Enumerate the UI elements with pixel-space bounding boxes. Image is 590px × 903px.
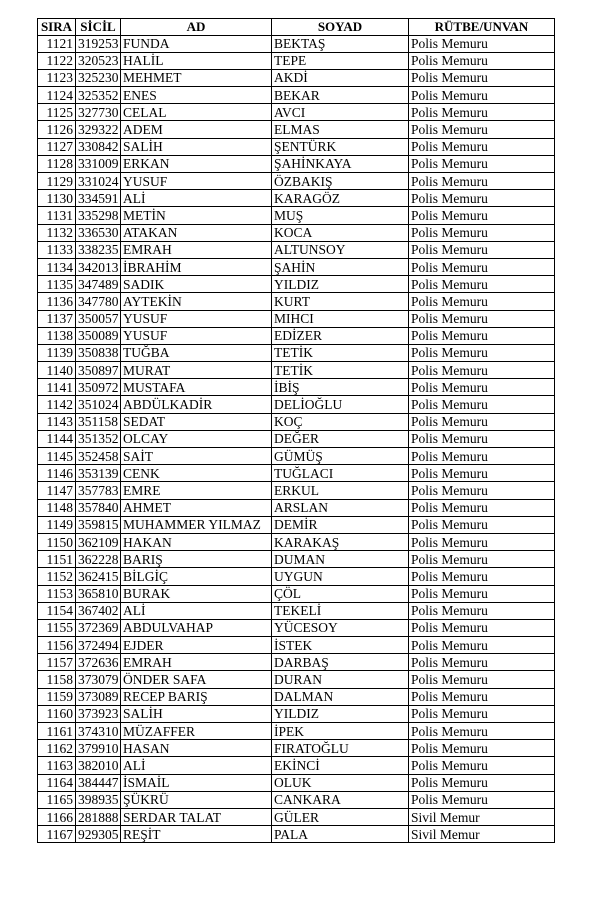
cell-soyad: UYGUN (272, 568, 409, 585)
cell-sicil: 330842 (76, 138, 121, 155)
cell-sicil: 362228 (76, 551, 121, 568)
table-row (38, 671, 555, 688)
cell-soyad: ARSLAN (272, 499, 409, 516)
cell-ad: İSMAİL (121, 774, 272, 791)
cell-ad: ALİ (121, 602, 272, 619)
cell-soyad: ŞENTÜRK (272, 138, 409, 155)
cell-sira: 1134 (38, 258, 76, 275)
cell-ad: ADEM (121, 121, 272, 138)
cell-ad: MUHAMMER YILMAZ (121, 516, 272, 533)
cell-sira: 1155 (38, 619, 76, 636)
cell-rutbe: Polis Memuru (409, 499, 555, 516)
cell-sira: 1153 (38, 585, 76, 602)
cell-sira: 1131 (38, 207, 76, 224)
cell-soyad: CANKARA (272, 791, 409, 808)
cell-ad: ERKAN (121, 155, 272, 172)
table-header (38, 19, 555, 36)
cell-soyad: ŞAHİN (272, 258, 409, 275)
cell-rutbe: Polis Memuru (409, 619, 555, 636)
table-row (38, 619, 555, 636)
cell-sicil: 350972 (76, 379, 121, 396)
cell-ad: HALİL (121, 52, 272, 69)
cell-rutbe: Polis Memuru (409, 362, 555, 379)
header-rutbe-unvan: RÜTBE/UNVAN (409, 19, 555, 36)
cell-soyad: BEKTAŞ (272, 35, 409, 52)
cell-rutbe: Polis Memuru (409, 705, 555, 722)
table-row (38, 551, 555, 568)
cell-sira: 1143 (38, 413, 76, 430)
cell-rutbe: Polis Memuru (409, 276, 555, 293)
cell-soyad: TETİK (272, 344, 409, 361)
cell-rutbe: Polis Memuru (409, 448, 555, 465)
cell-ad: ALİ (121, 757, 272, 774)
cell-soyad: YÜCESOY (272, 619, 409, 636)
cell-soyad: ÖZBAKIŞ (272, 173, 409, 190)
cell-sira: 1166 (38, 808, 76, 825)
cell-ad: EJDER (121, 637, 272, 654)
cell-ad: SADIK (121, 276, 272, 293)
cell-rutbe: Polis Memuru (409, 413, 555, 430)
table-row (38, 344, 555, 361)
table-row (38, 516, 555, 533)
cell-ad: ABDÜLKADİR (121, 396, 272, 413)
cell-sicil: 382010 (76, 757, 121, 774)
header-sira: SIRA (38, 19, 76, 36)
cell-ad: HASAN (121, 740, 272, 757)
cell-sicil: 347489 (76, 276, 121, 293)
cell-rutbe: Polis Memuru (409, 723, 555, 740)
cell-sira: 1141 (38, 379, 76, 396)
cell-rutbe: Polis Memuru (409, 121, 555, 138)
cell-sira: 1127 (38, 138, 76, 155)
cell-sira: 1125 (38, 104, 76, 121)
cell-sicil: 350838 (76, 344, 121, 361)
table-row (38, 241, 555, 258)
cell-rutbe: Polis Memuru (409, 293, 555, 310)
cell-sicil: 336530 (76, 224, 121, 241)
cell-sicil: 351158 (76, 413, 121, 430)
cell-ad: SEDAT (121, 413, 272, 430)
cell-ad: REŞİT (121, 826, 272, 843)
cell-soyad: TUĞLACI (272, 465, 409, 482)
cell-sicil: 351024 (76, 396, 121, 413)
cell-sicil: 352458 (76, 448, 121, 465)
cell-rutbe: Polis Memuru (409, 69, 555, 86)
cell-rutbe: Polis Memuru (409, 671, 555, 688)
cell-sicil: 365810 (76, 585, 121, 602)
cell-rutbe: Polis Memuru (409, 173, 555, 190)
table-row (38, 791, 555, 808)
table-row (38, 568, 555, 585)
cell-rutbe: Polis Memuru (409, 551, 555, 568)
cell-rutbe: Polis Memuru (409, 224, 555, 241)
cell-ad: ENES (121, 87, 272, 104)
cell-ad: SALİH (121, 705, 272, 722)
cell-sicil: 335298 (76, 207, 121, 224)
cell-soyad: DARBAŞ (272, 654, 409, 671)
table-row (38, 104, 555, 121)
cell-sira: 1137 (38, 310, 76, 327)
cell-rutbe: Polis Memuru (409, 774, 555, 791)
header-soyad: SOYAD (272, 19, 409, 36)
cell-ad: SAİT (121, 448, 272, 465)
cell-soyad: DEĞER (272, 430, 409, 447)
table-row (38, 602, 555, 619)
table-row (38, 654, 555, 671)
table-row (38, 585, 555, 602)
cell-sira: 1144 (38, 430, 76, 447)
cell-soyad: EKİNCİ (272, 757, 409, 774)
cell-ad: MEHMET (121, 69, 272, 86)
cell-sicil: 338235 (76, 241, 121, 258)
cell-ad: ABDULVAHAP (121, 619, 272, 636)
cell-rutbe: Polis Memuru (409, 87, 555, 104)
cell-soyad: MUŞ (272, 207, 409, 224)
cell-sicil: 374310 (76, 723, 121, 740)
cell-rutbe: Polis Memuru (409, 344, 555, 361)
cell-sira: 1160 (38, 705, 76, 722)
cell-sicil: 351352 (76, 430, 121, 447)
cell-ad: AHMET (121, 499, 272, 516)
cell-ad: TUĞBA (121, 344, 272, 361)
cell-ad: İBRAHİM (121, 258, 272, 275)
cell-sicil: 357840 (76, 499, 121, 516)
table-row (38, 327, 555, 344)
cell-ad: BURAK (121, 585, 272, 602)
cell-ad: ÖNDER SAFA (121, 671, 272, 688)
table-row (38, 69, 555, 86)
header-row (38, 19, 555, 36)
cell-ad: EMRE (121, 482, 272, 499)
cell-sicil: 384447 (76, 774, 121, 791)
cell-ad: MÜZAFFER (121, 723, 272, 740)
cell-ad: OLCAY (121, 430, 272, 447)
cell-ad: ATAKAN (121, 224, 272, 241)
table-row (38, 87, 555, 104)
cell-ad: SALİH (121, 138, 272, 155)
cell-rutbe: Polis Memuru (409, 568, 555, 585)
cell-soyad: KOÇ (272, 413, 409, 430)
cell-soyad: TETİK (272, 362, 409, 379)
cell-soyad: GÜMÜŞ (272, 448, 409, 465)
cell-ad: YUSUF (121, 310, 272, 327)
cell-soyad: KARAGÖZ (272, 190, 409, 207)
table-row (38, 310, 555, 327)
cell-rutbe: Polis Memuru (409, 258, 555, 275)
cell-sicil: 325230 (76, 69, 121, 86)
cell-ad: CENK (121, 465, 272, 482)
cell-sira: 1159 (38, 688, 76, 705)
cell-sira: 1126 (38, 121, 76, 138)
cell-sira: 1161 (38, 723, 76, 740)
table-row (38, 465, 555, 482)
cell-sicil: 281888 (76, 808, 121, 825)
cell-soyad: ERKUL (272, 482, 409, 499)
cell-sira: 1132 (38, 224, 76, 241)
cell-rutbe: Polis Memuru (409, 757, 555, 774)
cell-soyad: ÇÖL (272, 585, 409, 602)
cell-soyad: PALA (272, 826, 409, 843)
cell-rutbe: Polis Memuru (409, 138, 555, 155)
cell-sicil: 350089 (76, 327, 121, 344)
cell-ad: CELAL (121, 104, 272, 121)
cell-soyad: AVCI (272, 104, 409, 121)
cell-soyad: FIRATOĞLU (272, 740, 409, 757)
cell-sicil: 320523 (76, 52, 121, 69)
cell-sira: 1139 (38, 344, 76, 361)
cell-soyad: ŞAHİNKAYA (272, 155, 409, 172)
cell-sira: 1150 (38, 533, 76, 550)
cell-ad: BARIŞ (121, 551, 272, 568)
cell-sira: 1146 (38, 465, 76, 482)
cell-ad: BİLGİÇ (121, 568, 272, 585)
table-row (38, 808, 555, 825)
cell-ad: ŞÜKRÜ (121, 791, 272, 808)
cell-sira: 1157 (38, 654, 76, 671)
table-row (38, 826, 555, 843)
cell-soyad: DUMAN (272, 551, 409, 568)
cell-rutbe: Polis Memuru (409, 654, 555, 671)
table-row (38, 757, 555, 774)
cell-sicil: 929305 (76, 826, 121, 843)
table-row (38, 774, 555, 791)
cell-soyad: KARAKAŞ (272, 533, 409, 550)
cell-soyad: DURAN (272, 671, 409, 688)
cell-sira: 1122 (38, 52, 76, 69)
cell-sicil: 367402 (76, 602, 121, 619)
cell-sicil: 357783 (76, 482, 121, 499)
cell-sira: 1163 (38, 757, 76, 774)
cell-soyad: ALTUNSOY (272, 241, 409, 258)
cell-sicil: 373923 (76, 705, 121, 722)
cell-rutbe: Sivil Memur (409, 808, 555, 825)
table-row (38, 138, 555, 155)
cell-sira: 1121 (38, 35, 76, 52)
cell-sicil: 331009 (76, 155, 121, 172)
cell-soyad: ELMAS (272, 121, 409, 138)
cell-soyad: TEKELİ (272, 602, 409, 619)
cell-sira: 1145 (38, 448, 76, 465)
table-row (38, 688, 555, 705)
cell-sira: 1136 (38, 293, 76, 310)
table-row (38, 293, 555, 310)
cell-sicil: 372369 (76, 619, 121, 636)
cell-soyad: EDİZER (272, 327, 409, 344)
cell-rutbe: Polis Memuru (409, 740, 555, 757)
cell-rutbe: Polis Memuru (409, 207, 555, 224)
cell-soyad: İPEK (272, 723, 409, 740)
cell-ad: HAKAN (121, 533, 272, 550)
cell-rutbe: Polis Memuru (409, 52, 555, 69)
table-row (38, 121, 555, 138)
cell-sira: 1129 (38, 173, 76, 190)
cell-sira: 1147 (38, 482, 76, 499)
cell-rutbe: Polis Memuru (409, 602, 555, 619)
table-row (38, 379, 555, 396)
cell-rutbe: Polis Memuru (409, 310, 555, 327)
cell-sicil: 362415 (76, 568, 121, 585)
cell-rutbe: Polis Memuru (409, 35, 555, 52)
cell-rutbe: Sivil Memur (409, 826, 555, 843)
table-row (38, 723, 555, 740)
cell-soyad: TEPE (272, 52, 409, 69)
cell-sira: 1140 (38, 362, 76, 379)
table-row (38, 190, 555, 207)
cell-rutbe: Polis Memuru (409, 430, 555, 447)
cell-rutbe: Polis Memuru (409, 155, 555, 172)
cell-soyad: DALMAN (272, 688, 409, 705)
cell-ad: MURAT (121, 362, 272, 379)
cell-sicil: 334591 (76, 190, 121, 207)
table-row (38, 740, 555, 757)
cell-rutbe: Polis Memuru (409, 327, 555, 344)
cell-sira: 1138 (38, 327, 76, 344)
cell-sira: 1152 (38, 568, 76, 585)
cell-sicil: 359815 (76, 516, 121, 533)
header-ad: AD (121, 19, 272, 36)
cell-sira: 1154 (38, 602, 76, 619)
cell-soyad: İBİŞ (272, 379, 409, 396)
table-row (38, 533, 555, 550)
cell-soyad: İSTEK (272, 637, 409, 654)
cell-ad: MUSTAFA (121, 379, 272, 396)
cell-rutbe: Polis Memuru (409, 379, 555, 396)
table-row (38, 396, 555, 413)
cell-rutbe: Polis Memuru (409, 104, 555, 121)
cell-sira: 1148 (38, 499, 76, 516)
cell-soyad: GÜLER (272, 808, 409, 825)
cell-ad: YUSUF (121, 327, 272, 344)
cell-sicil: 327730 (76, 104, 121, 121)
cell-rutbe: Polis Memuru (409, 241, 555, 258)
cell-soyad: BEKAR (272, 87, 409, 104)
cell-sicil: 329322 (76, 121, 121, 138)
table-row (38, 448, 555, 465)
table-body (38, 35, 555, 843)
cell-sira: 1124 (38, 87, 76, 104)
cell-sicil: 362109 (76, 533, 121, 550)
table-row (38, 276, 555, 293)
cell-soyad: YILDIZ (272, 705, 409, 722)
cell-sicil: 319253 (76, 35, 121, 52)
cell-sicil: 398935 (76, 791, 121, 808)
table-row (38, 499, 555, 516)
table-row (38, 482, 555, 499)
cell-sicil: 353139 (76, 465, 121, 482)
cell-sicil: 331024 (76, 173, 121, 190)
cell-soyad: AKDİ (272, 69, 409, 86)
cell-sira: 1164 (38, 774, 76, 791)
cell-ad: YUSUF (121, 173, 272, 190)
cell-ad: ALİ (121, 190, 272, 207)
table-row (38, 258, 555, 275)
cell-ad: EMRAH (121, 241, 272, 258)
cell-sira: 1156 (38, 637, 76, 654)
cell-sicil: 379910 (76, 740, 121, 757)
cell-ad: METİN (121, 207, 272, 224)
cell-rutbe: Polis Memuru (409, 688, 555, 705)
cell-rutbe: Polis Memuru (409, 516, 555, 533)
table-row (38, 52, 555, 69)
cell-soyad: MIHCI (272, 310, 409, 327)
table-row (38, 35, 555, 52)
table-row (38, 705, 555, 722)
cell-soyad: KURT (272, 293, 409, 310)
cell-sicil: 350897 (76, 362, 121, 379)
cell-sira: 1128 (38, 155, 76, 172)
cell-rutbe: Polis Memuru (409, 190, 555, 207)
table-row (38, 430, 555, 447)
cell-sicil: 350057 (76, 310, 121, 327)
cell-ad: FUNDA (121, 35, 272, 52)
table-row (38, 155, 555, 172)
cell-ad: EMRAH (121, 654, 272, 671)
personnel-table (37, 18, 555, 843)
cell-rutbe: Polis Memuru (409, 791, 555, 808)
cell-soyad: YILDIZ (272, 276, 409, 293)
cell-soyad: DEMİR (272, 516, 409, 533)
cell-sicil: 372636 (76, 654, 121, 671)
cell-soyad: DELİOĞLU (272, 396, 409, 413)
cell-soyad: OLUK (272, 774, 409, 791)
cell-sicil: 342013 (76, 258, 121, 275)
table-row (38, 224, 555, 241)
table-row (38, 173, 555, 190)
cell-rutbe: Polis Memuru (409, 482, 555, 499)
cell-sira: 1149 (38, 516, 76, 533)
cell-sira: 1167 (38, 826, 76, 843)
cell-ad: SERDAR TALAT (121, 808, 272, 825)
table-row (38, 637, 555, 654)
cell-ad: AYTEKİN (121, 293, 272, 310)
cell-sicil: 373089 (76, 688, 121, 705)
cell-sicil: 373079 (76, 671, 121, 688)
cell-sira: 1135 (38, 276, 76, 293)
cell-sira: 1133 (38, 241, 76, 258)
cell-sicil: 372494 (76, 637, 121, 654)
cell-rutbe: Polis Memuru (409, 396, 555, 413)
table-row (38, 362, 555, 379)
cell-sira: 1151 (38, 551, 76, 568)
cell-sira: 1158 (38, 671, 76, 688)
cell-sicil: 347780 (76, 293, 121, 310)
cell-rutbe: Polis Memuru (409, 465, 555, 482)
cell-sicil: 325352 (76, 87, 121, 104)
table-row (38, 207, 555, 224)
cell-rutbe: Polis Memuru (409, 637, 555, 654)
cell-sira: 1123 (38, 69, 76, 86)
header-sicil: SİCİL (76, 19, 121, 36)
cell-sira: 1142 (38, 396, 76, 413)
cell-rutbe: Polis Memuru (409, 533, 555, 550)
cell-sira: 1162 (38, 740, 76, 757)
cell-ad: RECEP BARIŞ (121, 688, 272, 705)
table-row (38, 413, 555, 430)
cell-soyad: KOCA (272, 224, 409, 241)
cell-rutbe: Polis Memuru (409, 585, 555, 602)
cell-sira: 1165 (38, 791, 76, 808)
cell-sira: 1130 (38, 190, 76, 207)
